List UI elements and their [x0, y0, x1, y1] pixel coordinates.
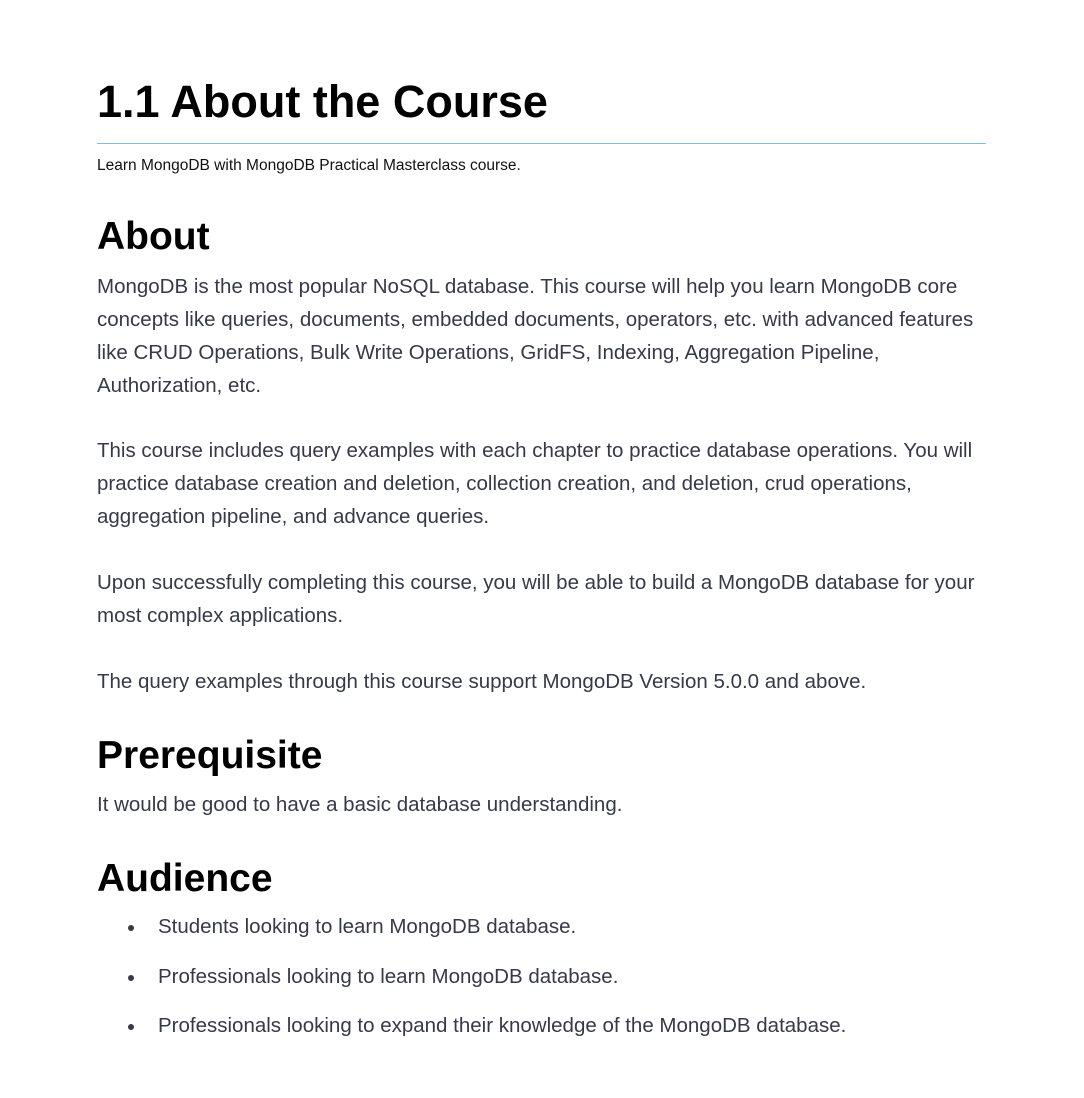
- prerequisite-text: It would be good to have a basic database understanding.: [97, 793, 623, 816]
- about-paragraph-3: Upon successfully completing this course, you will be able to build a MongoDB database for your most complex applications.: [97, 571, 975, 627]
- bullet-icon: [128, 975, 134, 981]
- section-heading-about: About: [97, 215, 210, 258]
- section-heading-prerequisite: Prerequisite: [97, 734, 323, 777]
- section-heading-audience: Audience: [97, 857, 273, 900]
- list-item: [97, 960, 986, 993]
- about-paragraph-4: The query examples through this course support MongoDB Version 5.0.0 and above.: [97, 670, 867, 693]
- bullet-icon: [128, 925, 134, 931]
- bullet-icon: [128, 1024, 134, 1030]
- list-item-text: Professionals looking to learn MongoDB database.: [158, 964, 619, 988]
- about-paragraph-1: MongoDB is the most popular NoSQL database. This course will help you learn MongoDB core concepts like queries, documents, embedded documents, operators, etc. with advanced features like CRUD Operations, Bulk Write Operations, GridFS, Indexing, Aggregation Pipeline, Authorization, etc.: [97, 275, 974, 397]
- page-title: 1.1 About the Course: [97, 76, 548, 127]
- list-item-text: Students looking to learn MongoDB database.: [158, 915, 577, 938]
- list-item: [97, 1009, 986, 1042]
- title-divider: [97, 143, 986, 144]
- audience-list: [97, 910, 986, 1059]
- list-item: [97, 910, 986, 943]
- list-item-text: Professionals looking to expand their knowledge of the MongoDB database.: [158, 1014, 847, 1037]
- about-paragraph-2: This course includes query examples with each chapter to practice database operations. You will practice database creation and deletion, collection creation, and deletion, crud operations, aggregation pipeline, and advance queries.: [97, 439, 973, 528]
- page-subtitle: Learn MongoDB with MongoDB Practical Masterclass course.: [97, 157, 521, 174]
